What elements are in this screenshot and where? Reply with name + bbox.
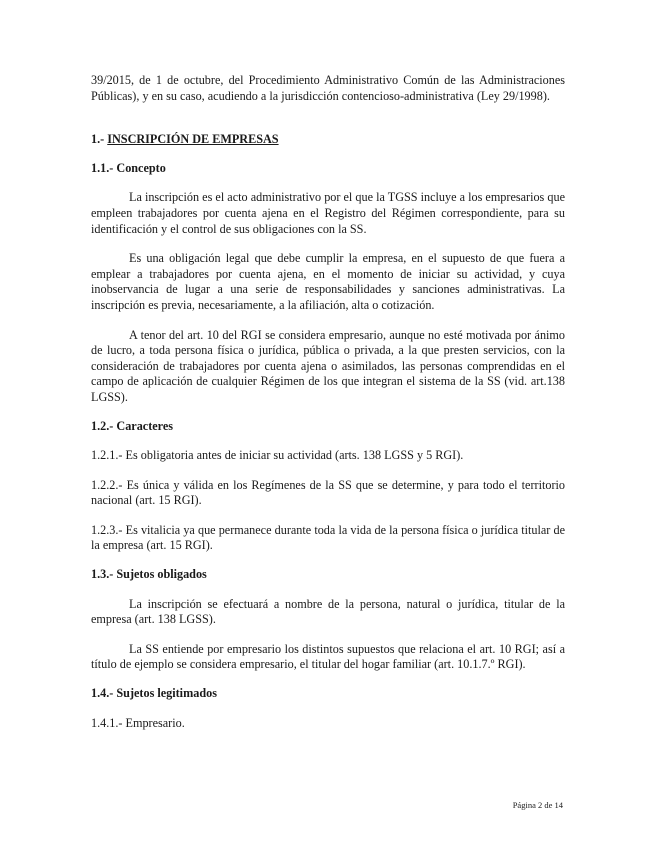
section-1-1-paragraph-1: La inscripción es el acto administrativo por el que la TGSS incluye a los empresarios que empleen trabajadores por cuenta ajena en el Registro del Régimen correspondiente, para su identificación y el control de sus obligaciones con la SS. — [91, 190, 565, 236]
section-1-heading — [91, 132, 565, 148]
document-body — [91, 73, 565, 731]
section-1-2-item-2: 1.2.2.- Es única y válida en los Regímenes de la SS que se determine, y para todo el territorio nacional (art. 15 RGI). — [91, 477, 565, 508]
section-1-4-item-1: 1.4.1.- Empresario. — [91, 715, 185, 730]
section-1-1-paragraph-2: Es una obligación legal que debe cumplir la empresa, en el supuesto de que fuera a emplear a trabajadores por cuenta ajena, en el momento de iniciar su actividad, y cuya inobservancia de lugar a una serie de responsabilidades y sanciones administrativas. La inscripción es previa, necesariamente, a la afiliación, alta o cotización. — [91, 251, 565, 312]
intro-paragraph: 39/2015, de 1 de octubre, del Procedimiento Administrativo Común de las Administraciones Públicas), y en su caso, acudiendo a la jurisdicción contencioso-administrativa (Ley 29/1998). — [91, 73, 565, 103]
section-1-2-item-3: 1.2.3.- Es vitalicia ya que permanece durante toda la vida de la persona física o jurídica titular de la empresa (art. 15 RGI). — [91, 522, 565, 553]
section-1-1-heading: 1.1.- Concepto — [91, 160, 166, 175]
section-1-2-item-1: 1.2.1.- Es obligatoria antes de iniciar su actividad (arts. 138 LGSS y 5 RGI). — [91, 448, 464, 463]
section-1-4-heading: 1.4.- Sujetos legitimados — [91, 686, 217, 701]
section-1-1-paragraph-3: A tenor del art. 10 del RGI se considera empresario, aunque no esté motivada por ánimo de lucro, a toda persona física o jurídica, pública o privada, a la que presten servicios, con la consideración de trabajadores por cuenta ajena o asimilados, las personas comprendidas en el campo de aplicación de cualquier Régimen de los que integran el sistema de la SS (vid. art.138 LGSS). — [91, 327, 565, 404]
section-1-3-paragraph-2: La SS entiende por empresario los distintos supuestos que relaciona el art. 10 RGI; así a título de ejemplo se considera empresario, el titular del hogar familiar (art. 10.1.7.º RGI). — [91, 641, 565, 672]
section-1-title: INSCRIPCIÓN DE EMPRESAS — [107, 132, 279, 147]
section-1-3-heading: 1.3.- Sujetos obligados — [91, 567, 207, 582]
page-number-footer: Página 2 de 14 — [512, 800, 563, 810]
section-1-2-heading: 1.2.- Caracteres — [91, 418, 174, 433]
section-1-number: 1.- — [91, 132, 108, 147]
section-1-3-paragraph-1: La inscripción se efectuará a nombre de la persona, natural o jurídica, titular de la empresa (art. 138 LGSS). — [91, 596, 565, 627]
